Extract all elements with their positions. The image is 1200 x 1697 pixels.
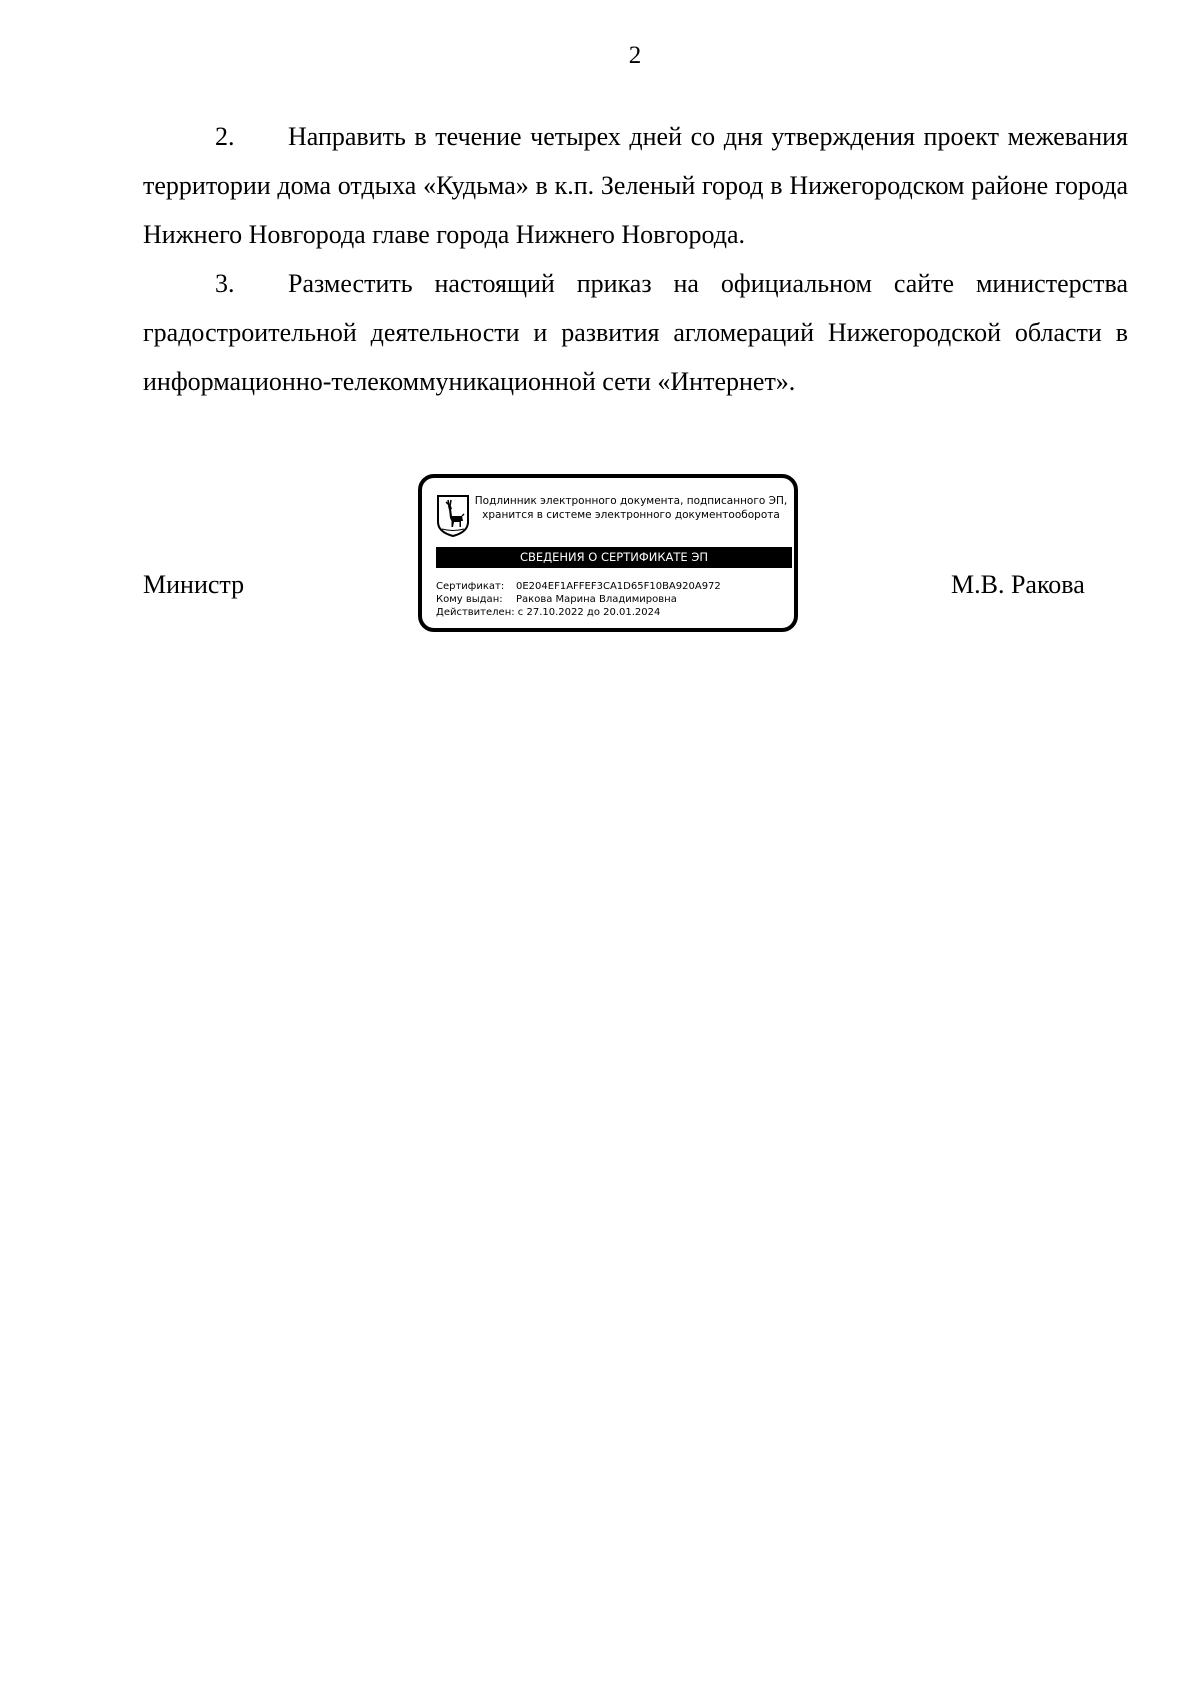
stamp-header [474,494,788,522]
validity-label: Действителен: [436,607,515,618]
certificate-details [436,580,721,619]
paragraph-text: Разместить настоящий приказ на официальном сайте министерства градостроительной деятельности и развития агломераций Нижегородской области в информационно-телекоммуникационной сети «Интернет». [143,269,1128,396]
certificate-info-bar: СВЕДЕНИЯ О СЕРТИФИКАТЕ ЭП [436,547,792,568]
paragraph-2 [143,112,1128,259]
paragraph-number: 2. [215,122,235,151]
signer-title: Министр [143,570,245,599]
issued-to-row [436,593,721,606]
stamp-header-line: Подлинник электронного документа, подписанного ЭП, [474,495,788,507]
stamp-header-line: хранится в системе электронного документооборота [482,509,780,521]
page-number: 2 [628,42,642,69]
issued-to-label: Кому выдан: [436,594,503,605]
document-body [143,112,1128,406]
electronic-signature-stamp [418,474,798,632]
certificate-label: Сертификат: [436,581,505,592]
certificate-value: 0E204EF1AFFEF3CA1D65F10BA920A972 [516,581,721,592]
paragraph-text: Направить в течение четырех дней со дня утверждения проект межевания территории дома отдыха «Кудьма» в к.п. Зеленый город в Нижегородском районе города Нижнего Новгорода главе города Нижнего Новгорода. [143,122,1128,249]
validity-row [436,606,721,619]
validity-value: с 27.10.2022 до 20.01.2024 [517,607,661,618]
deer-coat-of-arms-icon [436,494,470,538]
certificate-row [436,580,721,593]
paragraph-3 [143,259,1128,406]
signer-name: М.В. Ракова [951,570,1085,599]
paragraph-number: 3. [215,269,235,298]
issued-to-value: Ракова Марина Владимировна [516,594,677,605]
